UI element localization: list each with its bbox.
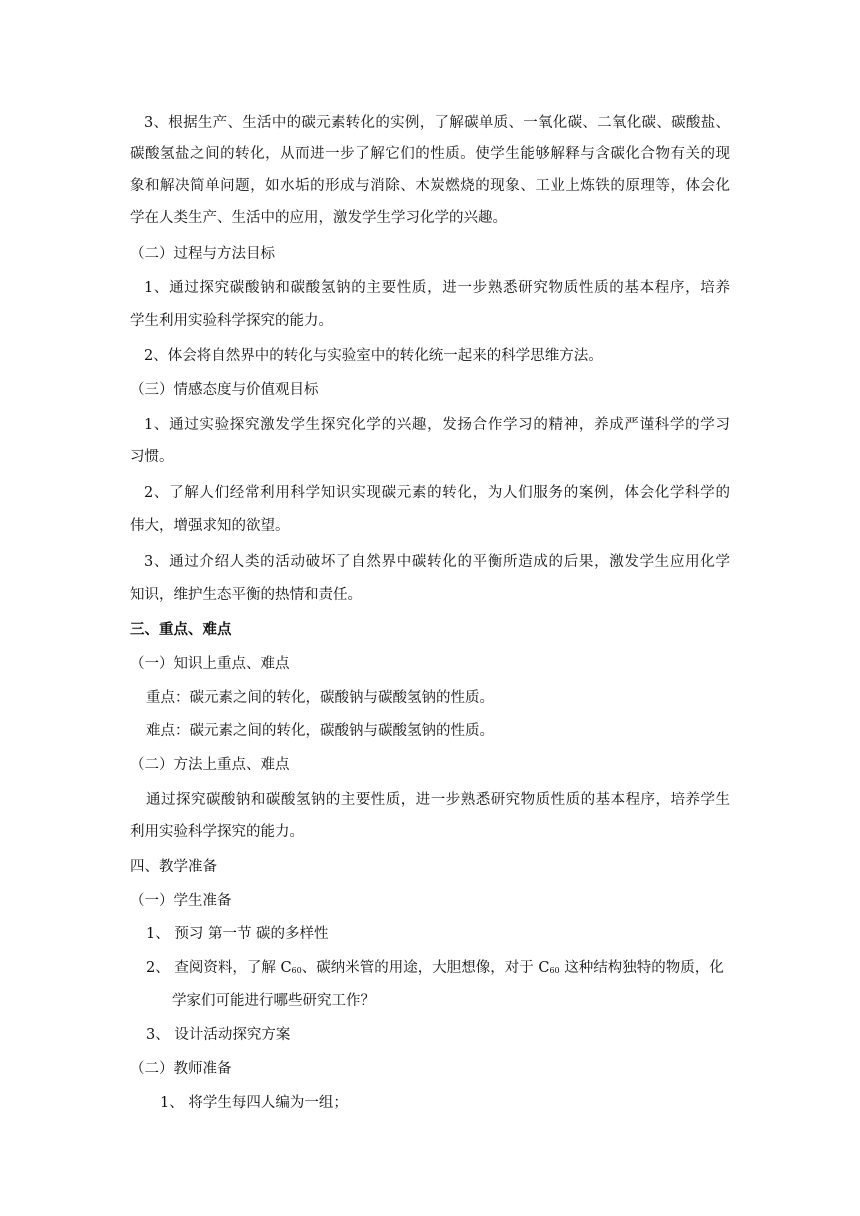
- subheading-emotion-goals: （三）情感态度与价值观目标: [130, 382, 319, 398]
- paragraph-line: 重点：碳元素之间的转化，碳酸钠与碳酸氢钠的性质。: [146, 690, 494, 706]
- paragraph-line: 3、通过介绍人类的活动破坏了自然界中碳转化的平衡所造成的后果，激发学生应用化学: [144, 554, 730, 570]
- section-heading-preparation: 四、教学准备: [130, 859, 217, 875]
- subheading-teacher-prep: （二）教师准备: [130, 1061, 232, 1077]
- text-span: 这种结构独特的物质，化: [559, 960, 724, 976]
- section-heading-key-points: 三、重点、难点: [130, 621, 232, 638]
- paragraph-line: 通过探究碳酸钠和碳酸氢钠的主要性质，进一步熟悉研究物质性质的基本程序，培养学生: [146, 792, 730, 808]
- list-item-continuation: 学家们可能进行哪些研究工作？: [172, 993, 375, 1009]
- paragraph-line: 3、根据生产、生活中的碳元素转化的实例，了解碳单质、一氧化碳、二氧化碳、碳酸盐、: [144, 115, 730, 131]
- list-item: 3、 设计活动探究方案: [146, 1027, 291, 1043]
- paragraph-line: 1、通过实验探究激发学生探究化学的兴趣，发扬合作学习的精神，养成严谨科学的学习: [144, 417, 730, 433]
- text-span: 、碳纳米管的用途，大胆想像，对于 C: [301, 960, 550, 976]
- paragraph-line: 伟大，增强求知的欲望。: [130, 518, 290, 534]
- list-item: 1、 将学生每四人编为一组；: [160, 1095, 348, 1111]
- paragraph-line: 习惯。: [130, 449, 174, 465]
- paragraph-line: 学在人类生产、生活中的应用，激发学生学习化学的兴趣。: [130, 210, 507, 226]
- subscript: 60: [291, 966, 302, 975]
- paragraph-line: 利用实验科学探究的能力。: [130, 824, 304, 840]
- paragraph-line: 难点：碳元素之间的转化，碳酸钠与碳酸氢钠的性质。: [146, 723, 494, 739]
- paragraph-line: 1、通过探究碳酸钠和碳酸氢钠的主要性质，进一步熟悉研究物质性质的基本程序，培养: [144, 280, 730, 296]
- subheading-process-goals: （二）过程与方法目标: [130, 246, 275, 262]
- subheading-knowledge: （一）知识上重点、难点: [130, 656, 290, 672]
- paragraph-line: 象和解决简单问题，如水垢的形成与消除、木炭燃烧的现象、工业上炼铁的原理等，体会化: [130, 178, 730, 194]
- paragraph-line: 学生利用实验科学探究的能力。: [130, 313, 333, 329]
- paragraph-line: 知识，维护生态平衡的热情和责任。: [130, 587, 362, 603]
- list-item: 1、 预习 第一节 碳的多样性: [146, 926, 329, 942]
- subscript: 60: [549, 966, 560, 975]
- text-span: 2、 查阅资料，了解 C: [146, 960, 292, 976]
- paragraph-line: 2、了解人们经常利用科学知识实现碳元素的转化，为人们服务的案例，体会化学科学的: [144, 485, 730, 501]
- paragraph-line: 碳酸氢盐之间的转化，从而进一步了解它们的性质。使学生能够解释与含碳化合物有关的现: [130, 146, 730, 162]
- subheading-student-prep: （一）学生准备: [130, 893, 232, 909]
- list-item: [146, 958, 724, 981]
- paragraph-line: 2、体会将自然界中的转化与实验室中的转化统一起来的科学思维方法。: [144, 348, 603, 364]
- subheading-method: （二）方法上重点、难点: [130, 757, 290, 773]
